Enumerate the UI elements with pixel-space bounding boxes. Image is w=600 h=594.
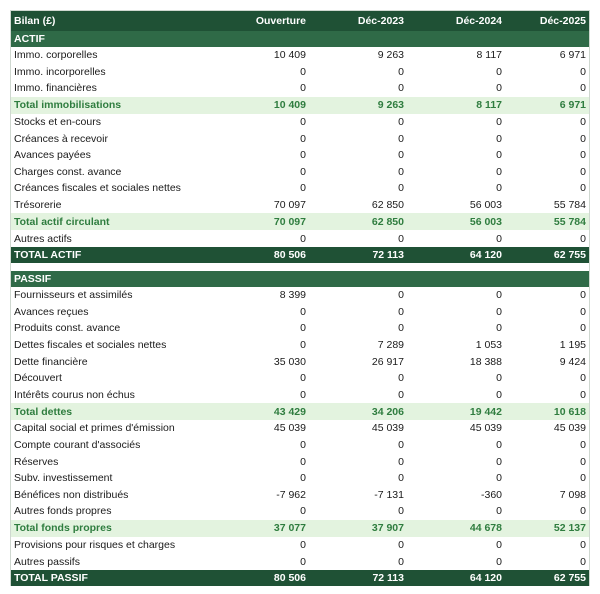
cell-value: 37 077	[273, 522, 306, 535]
cell-value: 37 907	[371, 522, 404, 535]
cell-value: 7 098	[559, 488, 586, 501]
cell-value: 62 755	[553, 248, 586, 261]
cell-value: 0	[398, 505, 404, 518]
subtotal-row	[11, 520, 589, 537]
cell-value: -7 962	[276, 488, 306, 501]
cell-value: 0	[398, 538, 404, 551]
cell-value: 0	[300, 305, 306, 318]
row-label: Stocks et en-cours	[14, 116, 101, 129]
cell-value: 0	[300, 388, 306, 401]
cell-value: 52 137	[553, 522, 586, 535]
table-row	[11, 287, 589, 304]
row-label: Trésorerie	[14, 199, 62, 212]
row-label: Créances à recevoir	[14, 132, 108, 145]
cell-value: 43 429	[273, 405, 306, 418]
row-label: Autres passifs	[14, 555, 80, 568]
row-label: Capital social et primes d'émission	[14, 422, 175, 435]
cell-value: 0	[496, 65, 502, 78]
row-label: Compte courant d'associés	[14, 438, 141, 451]
cell-value: 9 424	[559, 355, 586, 368]
cell-value: 0	[300, 232, 306, 245]
table-row	[11, 304, 589, 321]
row-label: TOTAL ACTIF	[14, 248, 82, 261]
col-header-ouverture: Ouverture	[255, 15, 306, 27]
subtotal-row	[11, 97, 589, 114]
cell-value: 0	[580, 182, 586, 195]
row-label: Créances fiscales et sociales nettes	[14, 182, 181, 195]
cell-value: 0	[496, 232, 502, 245]
cell-value: 10 409	[273, 49, 306, 62]
row-label: Total dettes	[14, 405, 73, 418]
cell-value: 34 206	[371, 405, 404, 418]
cell-value: 70 097	[273, 215, 306, 228]
cell-value: 0	[398, 182, 404, 195]
row-label: Avances payées	[14, 149, 91, 162]
cell-value: 0	[300, 322, 306, 335]
actif-section	[11, 31, 589, 263]
row-label: Provisions pour risques et charges	[14, 538, 176, 551]
cell-value: 0	[580, 289, 586, 302]
cell-value: 0	[398, 455, 404, 468]
cell-value: 0	[496, 305, 502, 318]
cell-value: 0	[496, 289, 502, 302]
cell-value: 0	[496, 455, 502, 468]
cell-value: 0	[300, 116, 306, 129]
cell-value: 45 039	[469, 422, 502, 435]
cell-value: 0	[300, 505, 306, 518]
cell-value: 8 117	[476, 99, 502, 112]
cell-value: 10 618	[553, 405, 586, 418]
cell-value: 7 289	[377, 339, 404, 352]
cell-value: 80 506	[273, 248, 306, 261]
table-row	[11, 197, 589, 214]
cell-value: 0	[398, 438, 404, 451]
cell-value: 0	[496, 388, 502, 401]
table-row	[11, 147, 589, 164]
section-label: PASSIF	[14, 272, 52, 285]
cell-value: 0	[580, 232, 586, 245]
row-label: Découvert	[14, 372, 62, 385]
subtotal-row	[11, 213, 589, 230]
section-header-actif	[11, 31, 589, 47]
row-label: TOTAL PASSIF	[14, 571, 88, 584]
cell-value: 72 113	[372, 248, 404, 261]
cell-value: 6 971	[559, 49, 586, 62]
table-row	[11, 353, 589, 370]
cell-value: 35 030	[273, 355, 306, 368]
cell-value: 0	[580, 388, 586, 401]
cell-value: 0	[496, 555, 502, 568]
table-row	[11, 114, 589, 131]
table-row	[11, 230, 589, 247]
cell-value: 62 850	[371, 199, 404, 212]
cell-value: 0	[580, 538, 586, 551]
cell-value: 0	[496, 182, 502, 195]
total-row	[11, 247, 589, 263]
cell-value: 8 399	[279, 289, 306, 302]
cell-value: 0	[496, 165, 502, 178]
cell-value: 0	[496, 372, 502, 385]
table-row	[11, 320, 589, 337]
row-label: Dette financière	[14, 355, 88, 368]
cell-value: 45 039	[553, 422, 586, 435]
cell-value: 0	[496, 132, 502, 145]
cell-value: 0	[398, 322, 404, 335]
cell-value: 0	[580, 65, 586, 78]
cell-value: 62 755	[553, 571, 586, 584]
cell-value: 26 917	[371, 355, 404, 368]
cell-value: 0	[580, 165, 586, 178]
cell-value: 45 039	[273, 422, 306, 435]
cell-value: 0	[398, 289, 404, 302]
cell-value: 72 113	[372, 571, 404, 584]
cell-value: 0	[580, 322, 586, 335]
cell-value: 44 678	[469, 522, 502, 535]
table-row	[11, 64, 589, 81]
cell-value: 0	[496, 472, 502, 485]
cell-value: 0	[398, 149, 404, 162]
cell-value: 0	[580, 505, 586, 518]
cell-value: 1 053	[475, 339, 502, 352]
section-header-passif	[11, 271, 589, 287]
row-label: Avances reçues	[14, 305, 89, 318]
cell-value: 0	[300, 438, 306, 451]
table-row	[11, 470, 589, 487]
cell-value: 0	[398, 132, 404, 145]
subtotal-row	[11, 403, 589, 420]
cell-value: 0	[398, 555, 404, 568]
row-label: Total immobilisations	[14, 99, 122, 112]
cell-value: 0	[580, 132, 586, 145]
cell-value: 64 120	[469, 248, 502, 261]
col-header-dec-2024: Déc-2024	[455, 15, 502, 27]
cell-value: 0	[398, 116, 404, 129]
cell-value: 0	[300, 82, 306, 95]
col-header-dec-2023: Déc-2023	[357, 15, 404, 27]
balance-sheet-table	[11, 11, 589, 586]
row-label: Autres fonds propres	[14, 505, 112, 518]
cell-value: 55 784	[553, 199, 586, 212]
passif-section	[11, 271, 589, 586]
row-label: Fournisseurs et assimilés	[14, 289, 133, 302]
table-row	[11, 387, 589, 404]
cell-value: 0	[300, 149, 306, 162]
table-row	[11, 437, 589, 454]
cell-value: 0	[398, 388, 404, 401]
cell-value: 0	[300, 455, 306, 468]
cell-value: 80 506	[273, 571, 306, 584]
cell-value: 70 097	[273, 199, 306, 212]
section-gap	[11, 263, 589, 271]
table-row	[11, 130, 589, 147]
table-row	[11, 420, 589, 437]
table-row	[11, 453, 589, 470]
row-label: Réserves	[14, 455, 59, 468]
cell-value: 0	[300, 555, 306, 568]
row-label: Bénéfices non distribués	[14, 488, 129, 501]
cell-value: 0	[300, 65, 306, 78]
cell-value: 6 971	[559, 99, 586, 112]
row-label: Immo. incorporelles	[14, 65, 106, 78]
row-label: Total actif circulant	[14, 215, 110, 228]
total-row	[11, 570, 589, 586]
cell-value: 0	[580, 555, 586, 568]
table-row	[11, 503, 589, 520]
table-row	[11, 164, 589, 181]
cell-value: -7 131	[374, 488, 404, 501]
cell-value: 19 442	[469, 405, 502, 418]
cell-value: 9 263	[377, 49, 404, 62]
cell-value: 0	[580, 438, 586, 451]
row-label: Immo. corporelles	[14, 49, 98, 62]
cell-value: 0	[300, 165, 306, 178]
col-header-dec-2025: Déc-2025	[539, 15, 586, 27]
row-label: Subv. investissement	[14, 472, 113, 485]
table-row	[11, 486, 589, 503]
cell-value: 0	[398, 82, 404, 95]
row-label: Total fonds propres	[14, 522, 112, 535]
cell-value: 9 263	[377, 99, 404, 112]
cell-value: 0	[496, 322, 502, 335]
cell-value: 45 039	[371, 422, 404, 435]
cell-value: 0	[496, 82, 502, 95]
cell-value: 0	[300, 472, 306, 485]
cell-value: 0	[496, 505, 502, 518]
table-row	[11, 537, 589, 554]
cell-value: 0	[300, 132, 306, 145]
cell-value: 0	[580, 116, 586, 129]
table-row	[11, 553, 589, 570]
cell-value: 0	[398, 165, 404, 178]
section-label: ACTIF	[14, 33, 45, 45]
cell-value: 0	[580, 305, 586, 318]
cell-value: 55 784	[553, 215, 586, 228]
table-row	[11, 80, 589, 97]
row-label: Autres actifs	[14, 232, 72, 245]
header-row	[11, 11, 589, 31]
cell-value: 0	[580, 472, 586, 485]
cell-value: 62 850	[371, 215, 404, 228]
cell-value: 0	[300, 372, 306, 385]
cell-value: 0	[580, 455, 586, 468]
cell-value: -360	[480, 488, 502, 501]
row-label: Produits const. avance	[14, 322, 121, 335]
cell-value: 0	[580, 82, 586, 95]
row-label: Immo. financières	[14, 82, 97, 95]
cell-value: 10 409	[273, 99, 306, 112]
cell-value: 18 388	[469, 355, 502, 368]
cell-value: 0	[300, 182, 306, 195]
table-row	[11, 180, 589, 197]
cell-value: 0	[496, 438, 502, 451]
cell-value: 0	[398, 65, 404, 78]
table-row	[11, 47, 589, 64]
cell-value: 0	[300, 538, 306, 551]
table-title: Bilan (£)	[14, 15, 56, 27]
table-row	[11, 370, 589, 387]
cell-value: 1 195	[559, 339, 586, 352]
cell-value: 0	[398, 472, 404, 485]
cell-value: 0	[300, 339, 306, 352]
cell-value: 0	[580, 372, 586, 385]
cell-value: 0	[398, 305, 404, 318]
cell-value: 8 117	[476, 49, 502, 62]
cell-value: 64 120	[469, 571, 502, 584]
cell-value: 0	[496, 149, 502, 162]
cell-value: 56 003	[469, 199, 502, 212]
cell-value: 0	[398, 372, 404, 385]
row-label: Charges const. avance	[14, 165, 122, 178]
row-label: Intérêts courus non échus	[14, 388, 135, 401]
table-row	[11, 337, 589, 354]
cell-value: 0	[580, 149, 586, 162]
cell-value: 56 003	[469, 215, 502, 228]
row-label: Dettes fiscales et sociales nettes	[14, 339, 167, 352]
cell-value: 0	[398, 232, 404, 245]
cell-value: 0	[496, 538, 502, 551]
cell-value: 0	[496, 116, 502, 129]
